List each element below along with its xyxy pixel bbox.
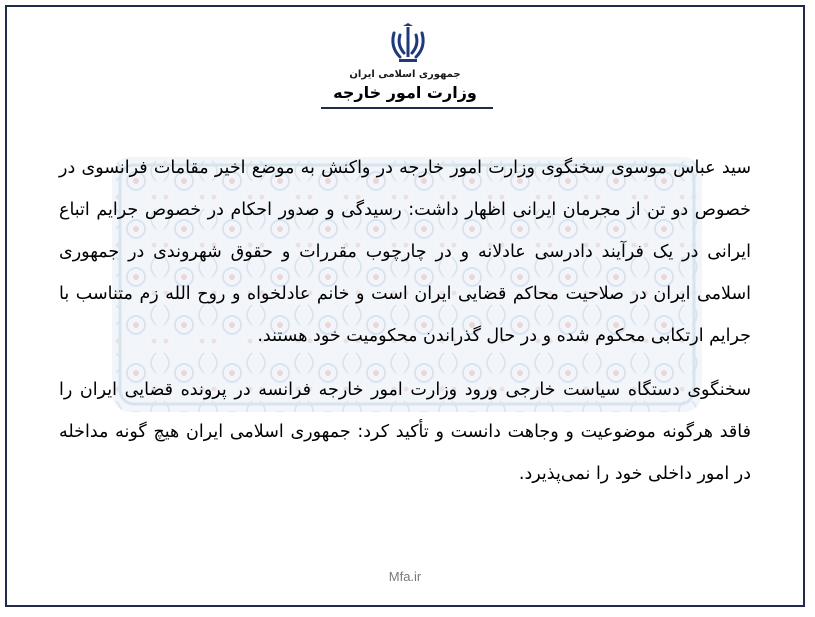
iran-emblem-icon (387, 23, 429, 65)
paragraph-1: سید عباس موسوی سخنگوی وزارت امور خارجه در واکنش به موضع اخیر مقامات فرانسوی در خصوص دو تن از مجرمان ایرانی اظهار داشت: رسیدگی و صدور احکام در خصوص جرایم اتباع ایرانی در یک فرآیند دادرسی عادلانه و در چارچوب مقررات و حقوق شهروندی در جمهوری اسلامی ایران در صلاحیت محاکم قضایی ایران است و خانم عادلخواه و روح الله زم متناسب با جرایم ارتکابی محکوم شده و در حال گذراندن محکومیت خود هستند. (59, 158, 751, 346)
source-footer: Mfa.ir (388, 569, 422, 584)
republic-label: جمهوری اسلامی ایران (349, 69, 461, 80)
ministry-title: وزارت امور خارجه (333, 83, 477, 102)
paragraph-2: سخنگوی دستگاه سیاست خارجی ورود وزارت امور خارجه فرانسه در پرونده قضایی ایران را فاقد هرگونه موضوعیت و وجاهت دانست و تأکید کرد: جمهوری اسلامی ایران هیچ گونه مداخله در امور داخلی خود را نمی‌پذیرد. (59, 380, 751, 484)
header-underline (321, 107, 493, 109)
statement-body (59, 147, 751, 495)
letterhead (7, 17, 803, 117)
document-frame (5, 5, 805, 607)
